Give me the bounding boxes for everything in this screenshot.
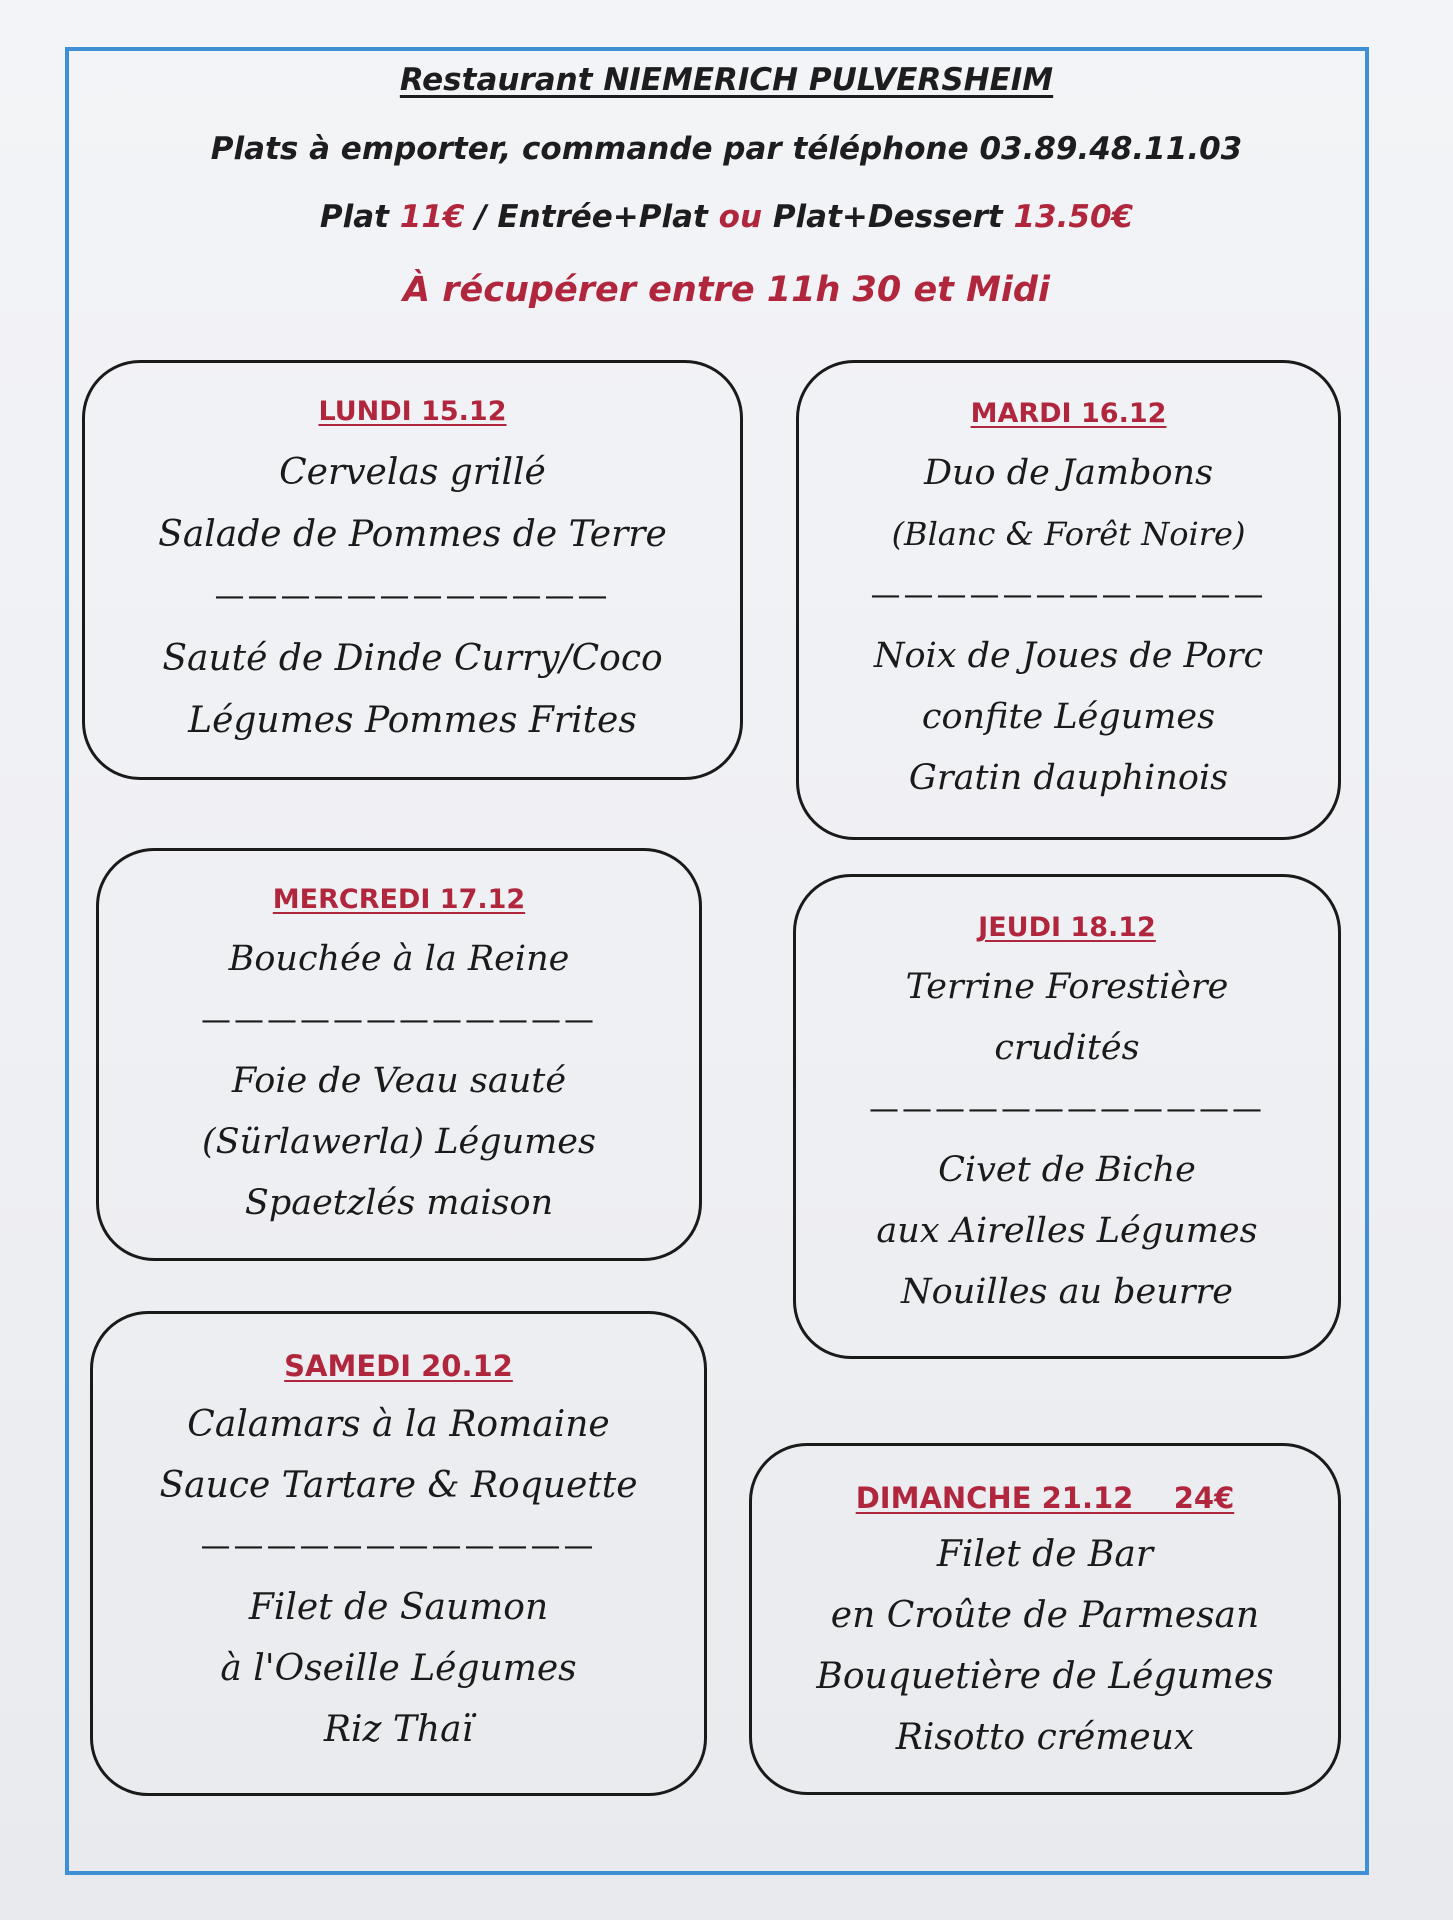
menu-card-lundi	[82, 360, 743, 780]
starter-line: Terrine Forestière	[905, 967, 1229, 1007]
menu-card-mercredi	[96, 848, 702, 1261]
starter-line: (Blanc & Forêt Noire)	[891, 515, 1246, 553]
main-line: Légumes Pommes Frites	[188, 700, 637, 741]
main-line: Nouilles au beurre	[901, 1272, 1233, 1312]
price-or: ou	[718, 199, 763, 235]
price-combo-b: Plat+Dessert	[762, 199, 1014, 235]
main-line: Noix de Joues de Porc	[873, 636, 1264, 676]
main-line: confite Légumes	[921, 697, 1216, 737]
price-plat-label: Plat	[319, 199, 400, 235]
price-plat: 11€	[399, 199, 465, 235]
starter-line: crudités	[994, 1028, 1140, 1068]
day-heading: MARDI 16.12	[970, 398, 1167, 429]
main-line: Filet de Saumon	[248, 1587, 549, 1628]
main-line: aux Airelles Légumes	[876, 1211, 1258, 1251]
main-line: Sauté de Dinde Curry/Coco	[162, 638, 663, 679]
separator-line: ————————————	[869, 1092, 1265, 1127]
starter-line: Calamars à la Romaine	[187, 1404, 610, 1445]
main-line: (Sürlawerla) Légumes	[202, 1122, 596, 1162]
price-line	[0, 199, 1453, 235]
takeaway-phone-line: Plats à emporter, commande par téléphone 03.89.48.11.03	[210, 131, 1243, 167]
day-heading: SAMEDI 20.12	[284, 1349, 513, 1383]
day-heading: LUNDI 15.12	[318, 396, 507, 427]
starter-line: Sauce Tartare & Roquette	[159, 1465, 638, 1506]
separator-line: ————————————	[870, 578, 1267, 613]
separator-line: ————————————	[200, 1529, 597, 1564]
pickup-time: À récupérer entre 11h 30 et Midi	[403, 270, 1050, 310]
main-line: Foie de Veau sauté	[231, 1061, 567, 1101]
separator-line: ————————————	[201, 1003, 597, 1038]
starter-line: Bouchée à la Reine	[228, 939, 570, 979]
main-line: Filet de Bar	[936, 1534, 1154, 1575]
main-line: Civet de Biche	[938, 1150, 1196, 1190]
main-line: à l'Oseille Légumes	[220, 1648, 577, 1689]
day-heading: MERCREDI 17.12	[272, 884, 526, 915]
main-line: en Croûte de Parmesan	[830, 1595, 1260, 1636]
restaurant-title: Restaurant NIEMERICH PULVERSHEIM	[399, 62, 1054, 98]
price-combo: 13.50€	[1013, 199, 1134, 235]
main-line: Bouquetière de Légumes	[816, 1656, 1274, 1697]
day-heading: JEUDI 18.12	[978, 912, 1156, 943]
menu-card-jeudi	[793, 874, 1341, 1359]
starter-line: Cervelas grillé	[279, 452, 546, 493]
main-line: Risotto crémeux	[895, 1717, 1195, 1758]
main-line: Riz Thaï	[323, 1709, 474, 1750]
menu-card-dimanche	[749, 1443, 1341, 1795]
day-heading: DIMANCHE 21.12 24€	[855, 1481, 1235, 1515]
main-line: Gratin dauphinois	[908, 758, 1229, 798]
separator-line: ————————————	[214, 579, 611, 614]
menu-card-mardi	[796, 360, 1341, 840]
starter-line: Duo de Jambons	[923, 453, 1214, 493]
main-line: Spaetzlés maison	[244, 1183, 554, 1223]
menu-card-samedi	[90, 1311, 707, 1796]
price-combo-a: / Entrée+Plat	[464, 199, 719, 235]
starter-line: Salade de Pommes de Terre	[158, 514, 667, 555]
